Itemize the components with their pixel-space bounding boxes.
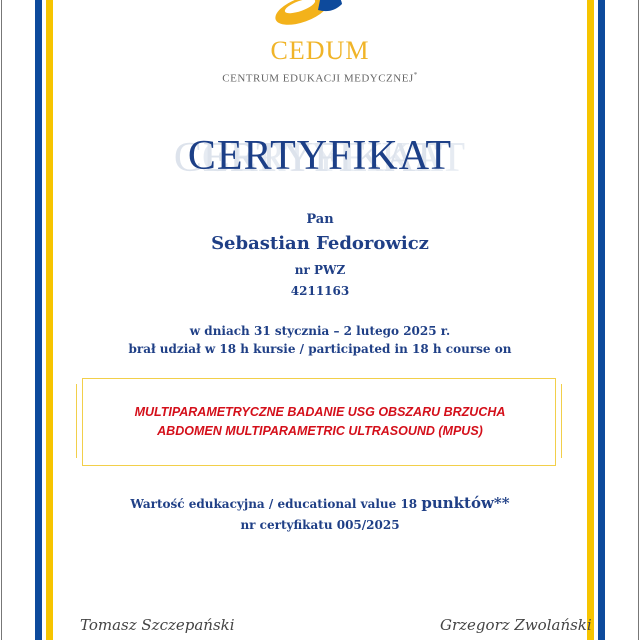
- participation-text: brał udział w 18 h kursie / participated in 18 h course on: [128, 342, 512, 356]
- border-blue-right: [598, 0, 605, 640]
- educational-value: Wartość edukacyjna / educational value 18 punktów**: [130, 494, 510, 512]
- signature-right: Grzegorz Zwolański: [440, 616, 592, 634]
- recipient-name: Sebastian Fedorowicz: [211, 233, 429, 254]
- pwz-number: 4211163: [290, 284, 350, 298]
- pwz-label: nr PWZ: [294, 263, 346, 277]
- salutation: Pan: [306, 212, 334, 227]
- cedum-logo-icon: [262, 0, 352, 30]
- border-blue-left: [35, 0, 42, 640]
- certificate-title: CERTYFIKAT: [187, 133, 453, 179]
- course-title-en: ABDOMEN MULTIPARAMETRIC ULTRASOUND (MPUS): [157, 424, 483, 438]
- certificate-number: nr certyfikatu 005/2025: [240, 518, 400, 532]
- course-dates: w dniach 31 stycznia – 2 lutego 2025 r.: [189, 324, 451, 338]
- border-yellow-right: [587, 0, 594, 640]
- logo-name: CEDUM: [270, 36, 370, 65]
- logo-subtitle: CENTRUM EDUKACJI MEDYCZNEJ*: [222, 71, 418, 85]
- signature-left: Tomasz Szczepański: [80, 616, 235, 634]
- course-frame-inner: [76, 384, 562, 458]
- course-title-pl: MULTIPARAMETRYCZNE BADANIE USG OBSZARU BRZUCHA: [134, 405, 506, 419]
- page-edge-left: [1, 0, 2, 640]
- border-yellow-left: [46, 0, 53, 640]
- page-edge-right: [638, 0, 639, 640]
